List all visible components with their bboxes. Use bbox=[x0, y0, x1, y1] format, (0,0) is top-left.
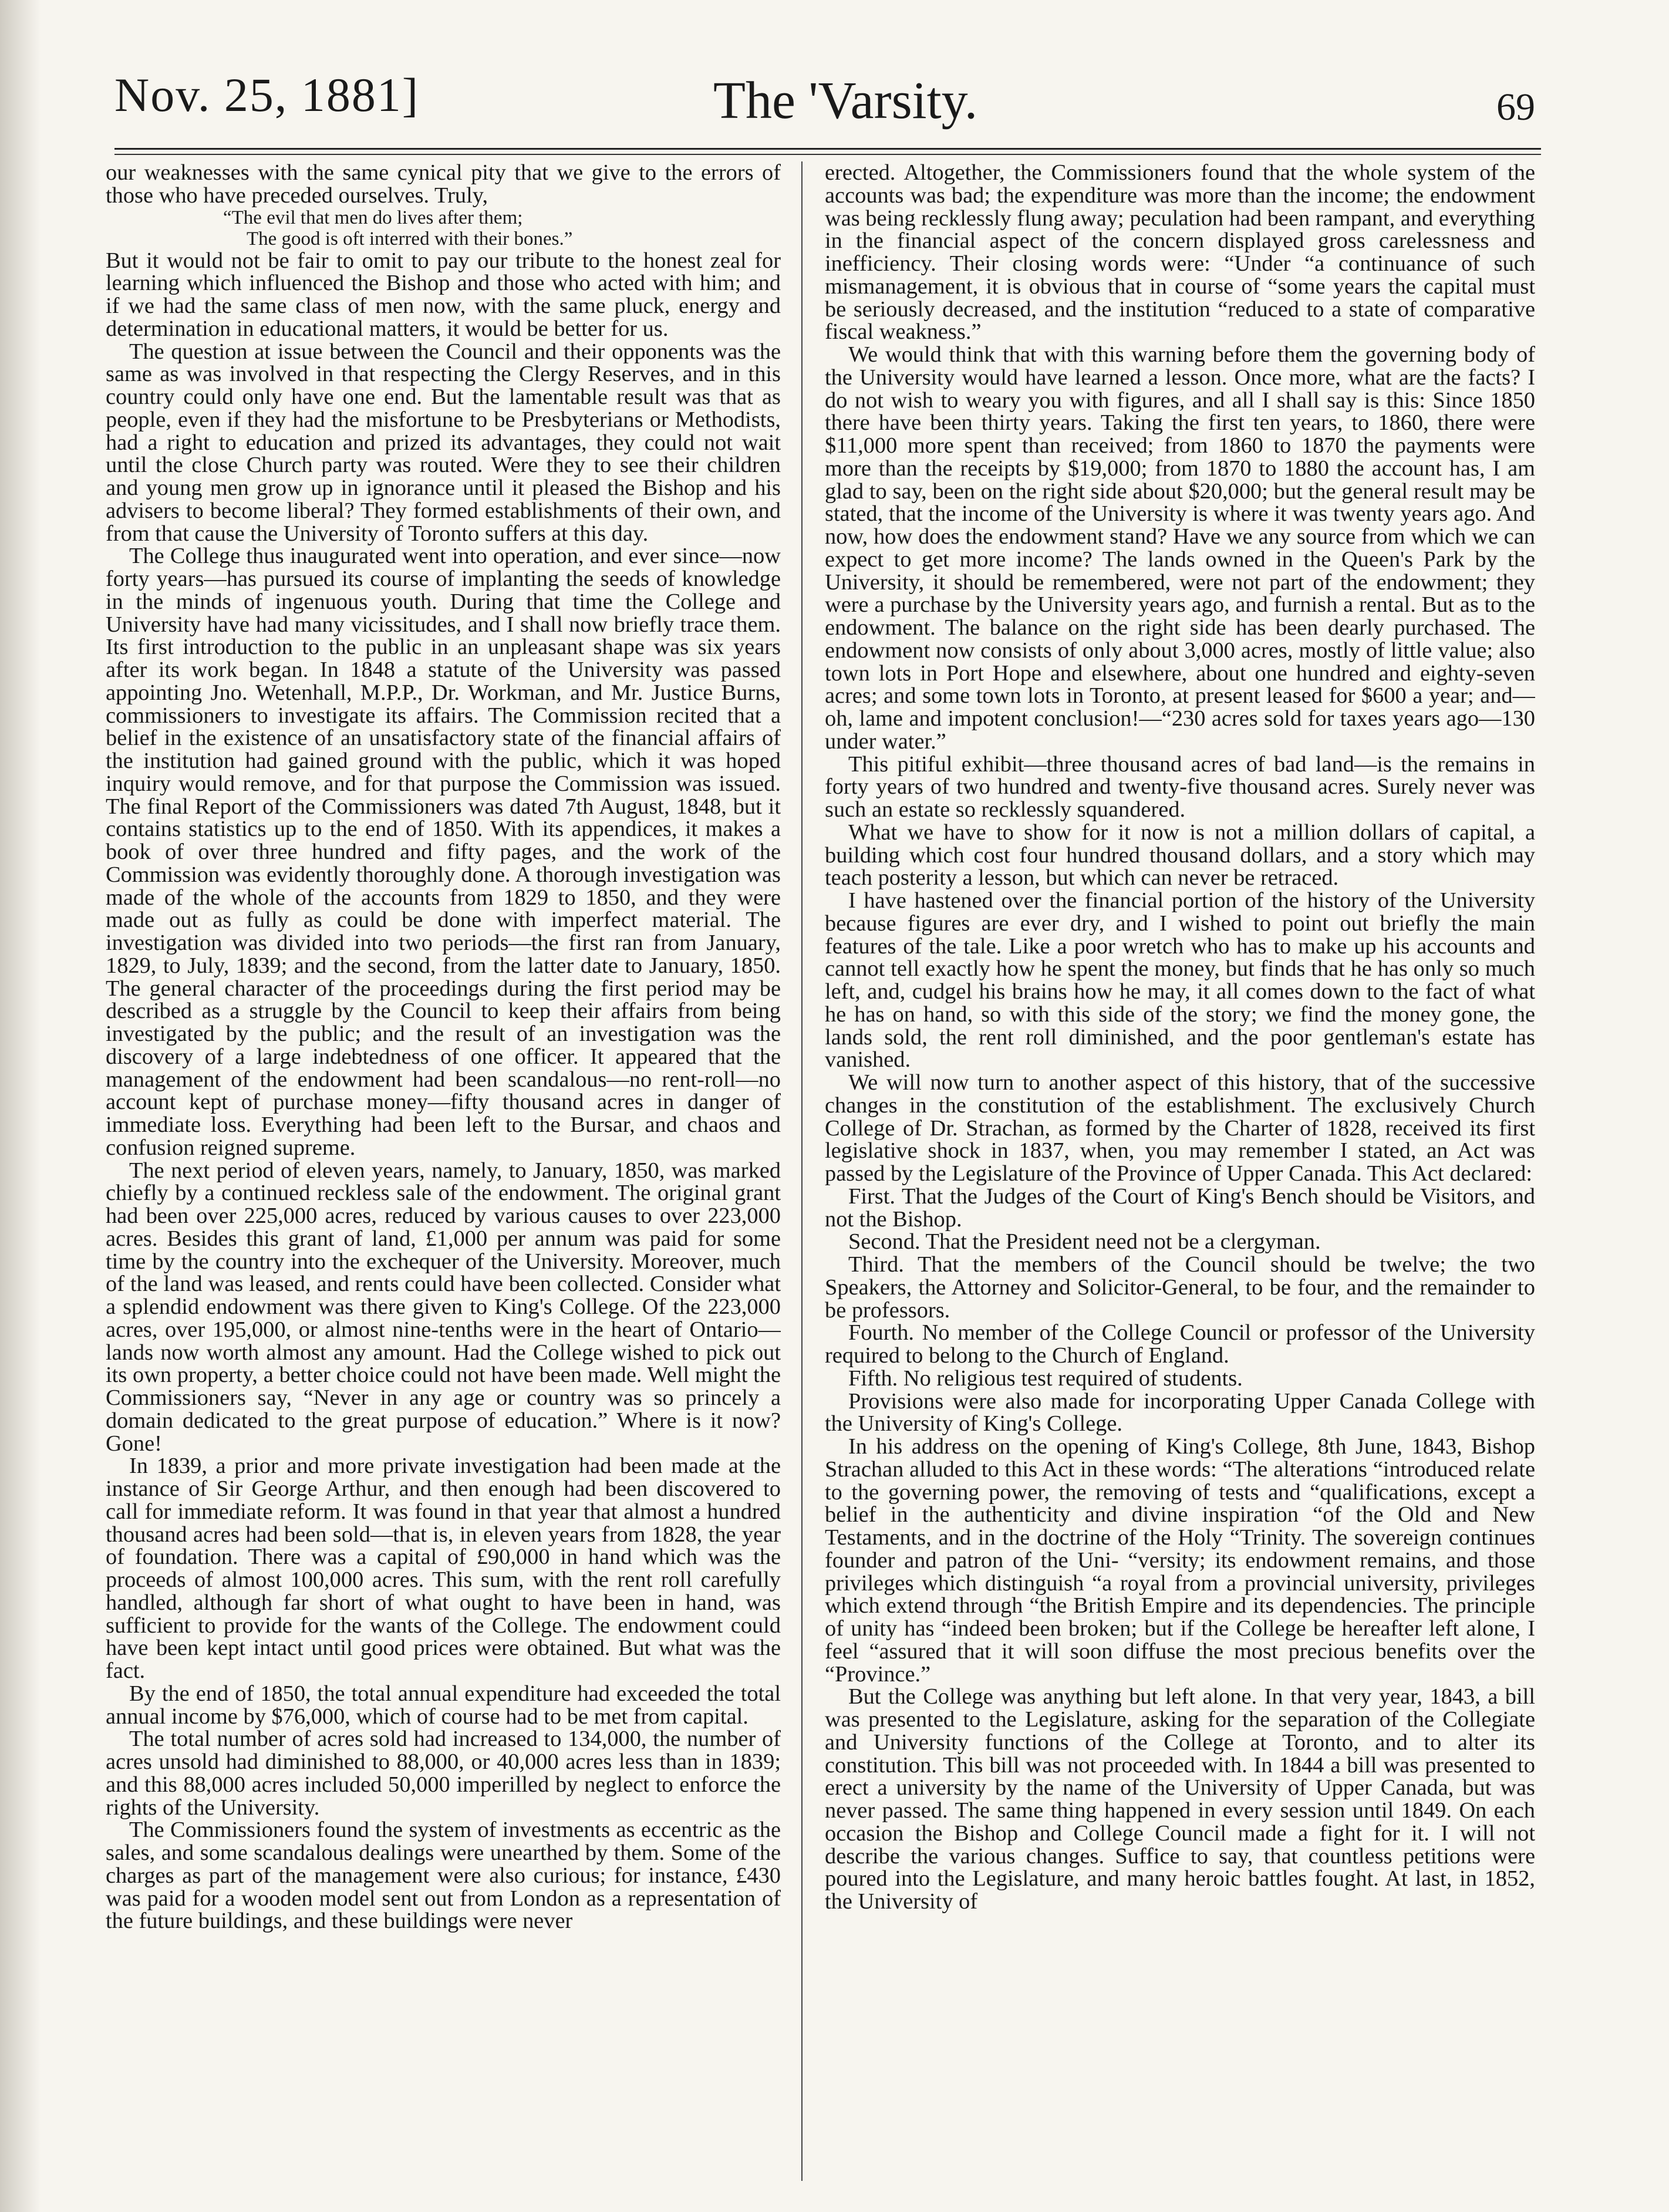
paragraph: Provisions were also made for incorporating Upper Canada College with the University of King's College. bbox=[825, 1388, 1535, 1437]
paragraph: The question at issue between the Council and their opponents was the same as was involved in that respecting the Clergy Reserves, and in this country could only have one end. But the lamentable result was that as people, even if they had the misfortune to be Presbyterians or Methodists, had a right to education and prized its advantages, they could not wait until the close Church party was routed. Were they to see their children and young men grow up in ignorance until it pleased the Bishop and his advisers to become liberal? They formed establishments of their own, and from that cause the University of Toronto suffers at this day. bbox=[106, 339, 781, 546]
column-divider bbox=[801, 161, 803, 2181]
paragraph: The College thus inaugurated went into operation, and ever since—now forty years—has pursued its course of implanting the seeds of knowledge in the minds of ingenuous youth. During that time the College and University have had many vicissitudes, and I shall now briefly trace them. Its first introduction to the public in an unpleasant shape was six years after its work began. In 1848 a statute of the University was passed appointing Jno. Wetenhall, M.P.P., Dr. Workman, and Mr. Justice Burns, commissioners to investigate its affairs. The Commission recited that a belief in the existence of an unsatisfactory state of the financial affairs of the institution had gained ground with the public, which it was hoped inquiry would remove, and for that purpose the Commission was issued. The final Report of the Commissioners was dated 7th August, 1848, but it contains statistics up to the end of 1850. With its appendices, it makes a book of over three hundred and fifty pages, and the work of the Commission was evidently thoroughly done. A thorough investigation was made of the whole of the accounts from 1829 to 1850, and they were made out as fully as could be done with imperfect material. The investigation was divided into two periods—the first ran from January, 1829, to July, 1839; and the second, from the latter date to January, 1850. The general character of the proceedings during the first period may be described as a struggle by the Council to keep their affairs from being investigated by the public; and the result of an investigation was the discovery of a large indebtedness of one officer. It appeared that the management of the endowment had been scandalous—no rent-roll—no account kept of purchase money—fifty thousand acres in danger of immediate loss. Everything had been left to the Bursar, and chaos and confusion reigned supreme. bbox=[106, 544, 781, 1160]
paragraph: But the College was anything but left alone. In that very year, 1843, a bill was presented to the Legislature, asking for the separation of the Collegiate and University functions of the College at Toronto, and to alter its constitution. This bill was not proceeded with. In 1844 a bill was presented to erect a university by the name of the University of Upper Canada, but was never passed. The same thing happened in every session until 1849. On each occasion the Bishop and College Council made a fight for it. I will not describe the various changes. Suffice to say, that countless petitions were poured into the Legislature, and many heroic battles fought. At last, in 1852, the University of bbox=[825, 1684, 1535, 1914]
paragraph: What we have to show for it now is not a million dollars of capital, a building which cost four hundred thousand dollars, and a story which may teach posterity a lesson, but which can never be retraced. bbox=[825, 820, 1535, 891]
page-header bbox=[114, 56, 1535, 144]
paragraph: our weaknesses with the same cynical pity that we give to the errors of those who have preceded ourselves. Truly, bbox=[106, 161, 781, 208]
issue-date: Nov. 25, 1881] bbox=[114, 68, 420, 122]
quoted-verse: “The evil that men do lives after them; bbox=[223, 207, 523, 228]
paragraph: In 1839, a prior and more private investigation had been made at the instance of Sir George Arthur, and then enough had been discovered to call for immediate reform. It was found in that year that almost a hundred thousand acres had been sold—that is, in eleven years from 1828, the year of foundation. There was a capital of £90,000 in hand which was the proceeds of almost 100,000 acres. This sum, with the rent roll carefully handled, although far short of what ought to have been in hand, was sufficient to provide for the wants of the College. The endowment could have been kept intact until good prices were obtained. But what was the fact. bbox=[106, 1454, 781, 1683]
header-rule bbox=[114, 148, 1541, 150]
paragraph: The Commissioners found the system of investments as eccentric as the sales, and some scandalous dealings were unearthed by them. Some of the charges as part of the management were also curious; for instance, £430 was paid for a wooden model sent out from London as a representation of the future buildings, and these buildings were never bbox=[106, 1818, 781, 1934]
page-number: 69 bbox=[1496, 86, 1535, 129]
paragraph: Fourth. No member of the College Council or professor of the University required to belong to the Church of England. bbox=[825, 1320, 1535, 1368]
paragraph: First. That the Judges of the Court of King's Bench should be Visitors, and not the Bishop. bbox=[825, 1183, 1535, 1232]
paragraph: In his address on the opening of King's College, 8th June, 1843, Bishop Strachan alluded to this Act in these words: “The alterations “introduced relate to the governing power, the removing of tests and “qualifications, except a belief in the authenticity and divine inspiration “of the Old and New Testaments, and in the doctrine of the Holy “Trinity. The sovereign continues founder and patron of the Uni- “versity; its endowment remains, and those privileges which distinguish “a royal from a provincial university, privileges which extend through “the British Empire and its dependencies. The principle of unity has “indeed been broken; but if the College be hereafter left alone, I feel “assured that it will soon diffuse the most precious benefits over the “Province.” bbox=[825, 1434, 1535, 1687]
masthead-title: The 'Varsity. bbox=[713, 72, 978, 130]
quoted-verse: The good is oft interred with their bones.” bbox=[247, 228, 573, 249]
paragraph: Third. That the members of the Council should be twelve; the two Speakers, the Attorney and Solicitor-General, to be four, and the remainder to be professors. bbox=[825, 1252, 1535, 1323]
paragraph: We will now turn to another aspect of this history, that of the successive changes in the constitution of the establishment. The exclusively Church College of Dr. Strachan, as formed by the Charter of 1828, received its first legislative shock in 1837, when, you may remember I stated, an Act was passed by the Legislature of the Province of Upper Canada. This Act declared: bbox=[825, 1070, 1535, 1186]
paragraph: But it would not be fair to omit to pay our tribute to the honest zeal for learning which influenced the Bishop and those who acted with him; and if we had the same class of men now, with the same pluck, energy and determination in educational matters, it would be better for us. bbox=[106, 248, 781, 341]
paragraph: Second. That the President need not be a clergyman. bbox=[848, 1229, 1321, 1255]
left-column bbox=[106, 161, 781, 2193]
paragraph: The next period of eleven years, namely, to January, 1850, was marked chiefly by a continued reckless sale of the endowment. The original grant had been over 225,000 acres, reduced by various causes to over 223,000 acres. Besides this grant of land, £1,000 per annum was paid for some time by the country into the exchequer of the University. Moreover, much of the land was leased, and rents could have been collected. Consider what a splendid endowment was there given to King's College. Of the 223,000 acres, over 195,000, or almost nine-tenths were in the heart of Ontario—lands now worth almost any amount. Had the College wished to pick out its own property, a better choice could not have been made. Well might the Commissioners say, “Never in any age or country was so princely a domain dedicated to the great purpose of education.” Where is it now? Gone! bbox=[106, 1158, 781, 1456]
right-column bbox=[825, 161, 1535, 2193]
paragraph: I have hastened over the financial portion of the history of the University because figures are ever dry, and I wished to point out briefly the main features of the tale. Like a poor wretch who has to make up his accounts and cannot tell exactly how he spent the money, but finds that he has only so much left, and, cudgel his brains how he may, it all comes down to the fact of what he has on hand, so with this side of the story; we find the money gone, the lands sold, the rent roll diminished, and the poor gentleman's estate has vanished. bbox=[825, 888, 1535, 1073]
paragraph: By the end of 1850, the total annual expenditure had exceeded the total annual income by $76,000, which of course had to be met from capital. bbox=[106, 1681, 781, 1729]
header-rule-thin bbox=[114, 154, 1541, 155]
paragraph: We would think that with this warning before them the governing body of the University would have learned a lesson. Once more, what are the facts? I do not wish to weary you with figures, and all I shall say is this: Since 1850 there have been thirty years. Taking the first ten years, to 1860, there were $11,000 more spent than received; from 1860 to 1870 the payments were more than the receipts by $19,000; from 1870 to 1880 the account has, I am glad to say, been on the right side about $20,000; but the general result may be stated, that the income of the University is where it was twenty years ago. And now, how does the endowment stand? Have we any source from which we can expect to get more income? The lands owned in the Queen's Park by the University, it should be remembered, were not part of the endowment; they were a purchase by the University years ago, and furnish a rental. But as to the endowment. The balance on the right side has been dearly purchased. The endowment now consists of only about 3,000 acres, mostly of little value; also town lots in Port Hope and elsewhere, about one hundred and eighty-seven acres; and some town lots in Toronto, at present leased for $600 a year; and—oh, lame and impotent conclusion!—“230 acres sold for taxes years ago—130 under water.” bbox=[825, 342, 1535, 754]
paragraph: This pitiful exhibit—three thousand acres of bad land—is the remains in forty years of two hundred and twenty-five thousand acres. Surely never was such an estate so recklessly squandered. bbox=[825, 751, 1535, 822]
paragraph: The total number of acres sold had increased to 134,000, the number of acres unsold had diminished to 88,000, or 40,000 acres less than in 1839; and this 88,000 acres included 50,000 imperilled by neglect to enforce the rights of the University. bbox=[106, 1727, 781, 1820]
binding-shadow bbox=[0, 0, 41, 2212]
paragraph: erected. Altogether, the Commissioners found that the whole system of the accounts was bad; the expenditure was more than the income; the endowment was being recklessly flung away; peculation had been rampant, and everything in the financial aspect of the concern displayed gross carelessness and inefficiency. Their closing words were: “Under “a continuance of such mismanagement, it is obvious that in course of “some years the capital must be seriously decreased, and the institution “reduced to a state of comparative fiscal weakness.” bbox=[825, 161, 1535, 345]
paragraph: Fifth. No religious test required of students. bbox=[848, 1365, 1243, 1391]
